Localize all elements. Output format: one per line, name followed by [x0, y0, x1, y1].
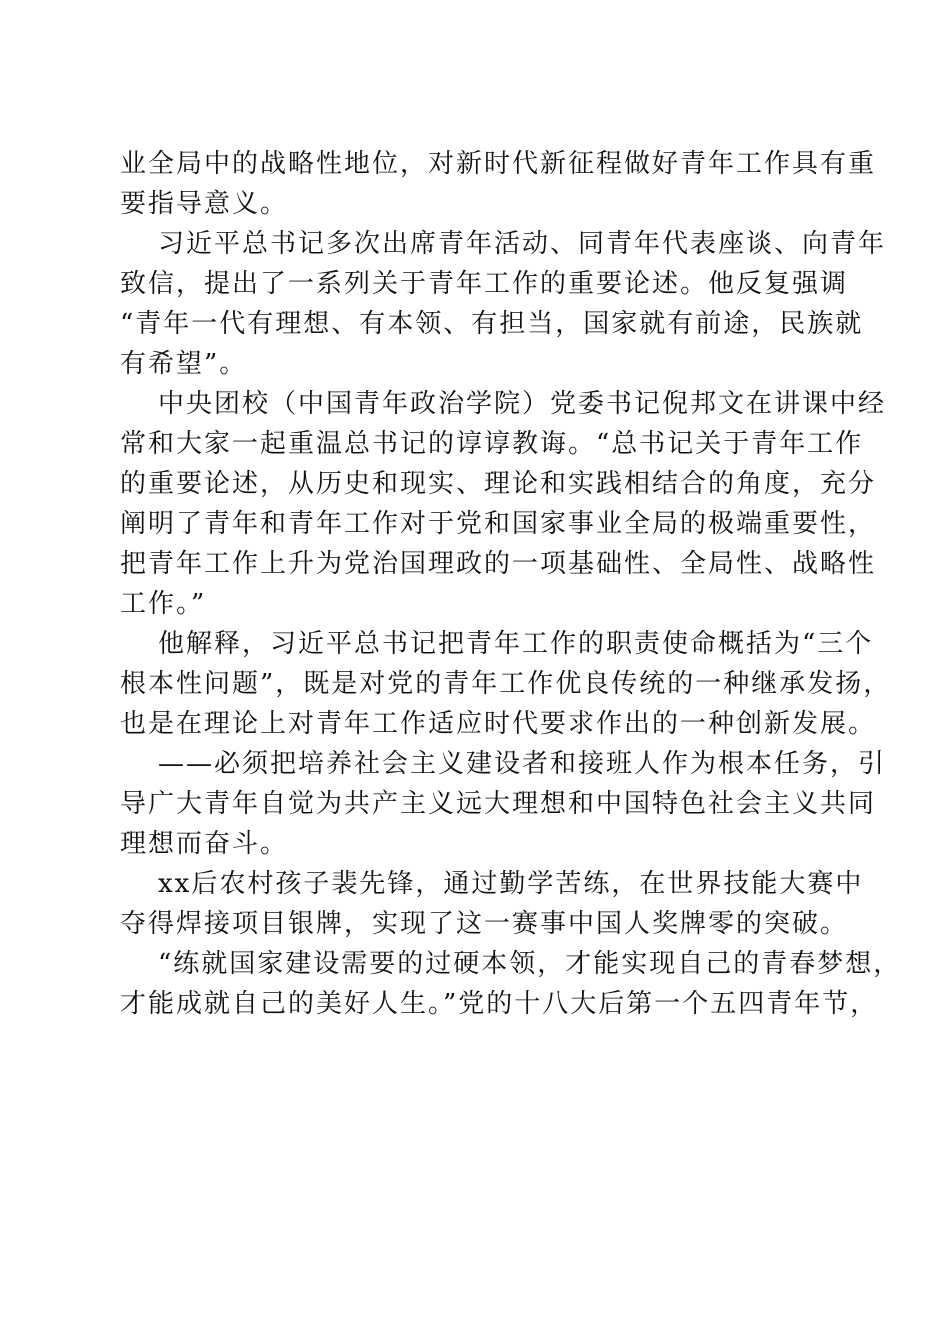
- text-line: “练就国家建设需要的过硬本领，才能实现自己的青春梦想，: [158, 949, 902, 979]
- text-line: 工作。”: [120, 589, 207, 619]
- text-line: 也是在理论上对青年工作适应时代要求作出的一种创新发展。: [120, 709, 877, 739]
- text-line: 导广大青年自觉为共产主义远大理想和中国特色社会主义共同: [120, 789, 877, 819]
- body-text: [120, 144, 902, 1024]
- text-line: 有希望”。: [120, 349, 248, 379]
- text-line: ——必须把培养社会主义建设者和接班人作为根本任务，引: [158, 749, 887, 779]
- text-line: 常和大家一起重温总书记的谆谆教诲。“总书记关于青年工作: [120, 429, 864, 459]
- text-line: 致信，提出了一系列关于青年工作的重要论述。他反复强调: [120, 269, 849, 299]
- text-line: 他解释，习近平总书记把青年工作的职责使命概括为“三个: [158, 629, 874, 659]
- text-line: 中央团校（中国青年政治学院）党委书记倪邦文在讲课中经: [158, 389, 887, 419]
- text-line: 要指导意义。: [120, 189, 289, 219]
- text-line: 阐明了青年和青年工作对于党和国家事业全局的极端重要性，: [120, 509, 877, 539]
- text-line: 根本性问题”，既是对党的青年工作优良传统的一种继承发扬，: [120, 669, 892, 699]
- text-line: xx后农村孩子裴先锋，通过勤学苦练，在世界技能大赛中: [158, 869, 864, 899]
- text-line: 把青年工作上升为党治国理政的一项基础性、全局性、战略性: [120, 549, 877, 579]
- text-line: 理想而奋斗。: [120, 829, 289, 859]
- text-line: 业全局中的战略性地位，对新时代新征程做好青年工作具有重: [120, 149, 877, 179]
- text-line: “青年一代有理想、有本领、有担当，国家就有前途，民族就: [120, 309, 864, 339]
- text-line: 习近平总书记多次出席青年活动、同青年代表座谈、向青年: [158, 229, 887, 259]
- text-line: 才能成就自己的美好人生。”党的十八大后第一个五四青年节，: [120, 989, 879, 1019]
- text-line: 夺得焊接项目银牌，实现了这一赛事中国人奖牌零的突破。: [120, 909, 849, 939]
- text-line: 的重要论述，从历史和现实、理论和实践相结合的角度，充分: [120, 469, 877, 499]
